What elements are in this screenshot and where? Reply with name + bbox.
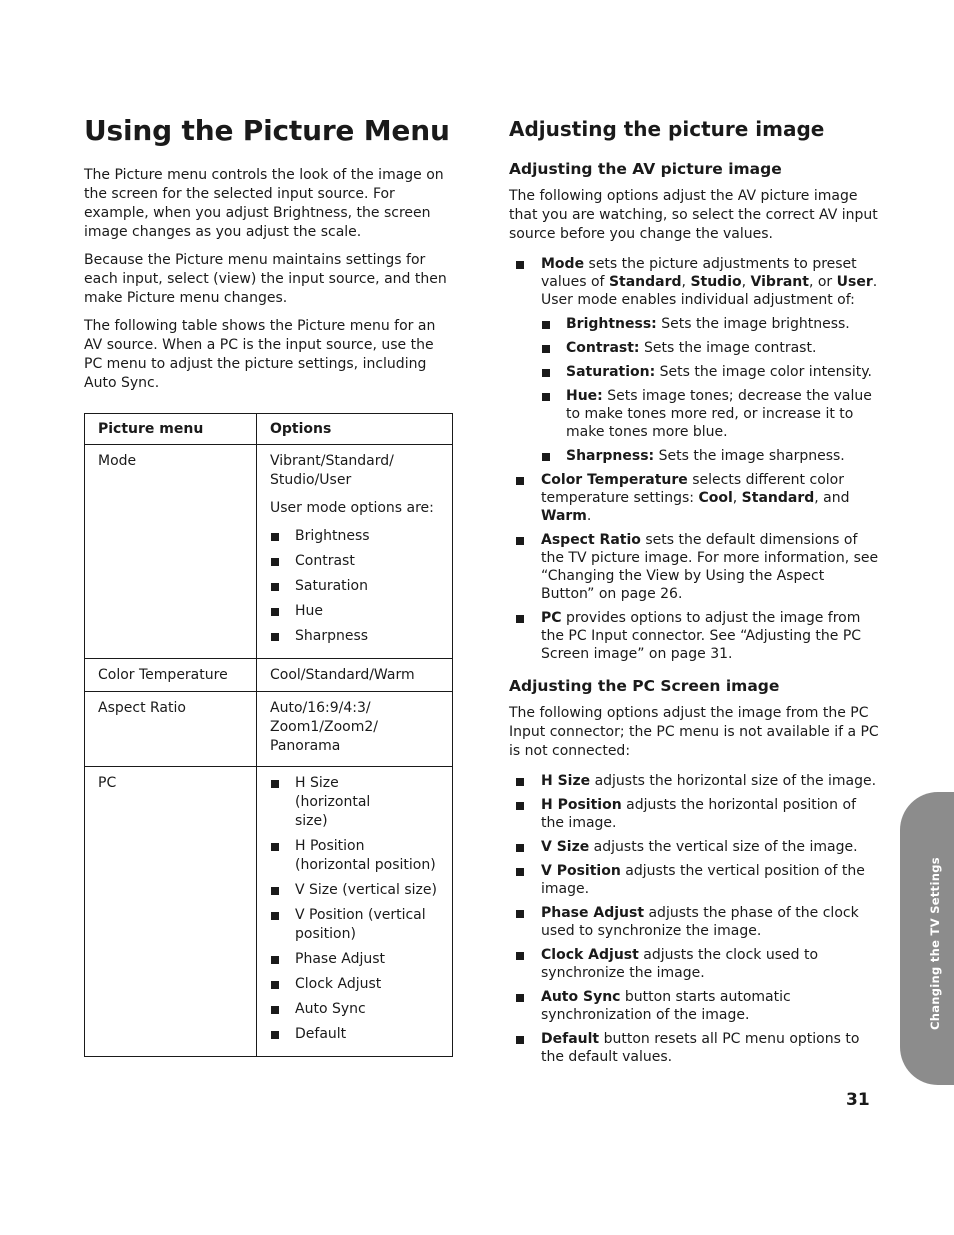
list-item: Brightness — [270, 527, 444, 546]
desc: button resets all PC menu options to the default values. — [541, 1031, 860, 1065]
list-item — [541, 387, 879, 441]
term: H Position — [541, 797, 622, 813]
header-options: Options — [257, 414, 453, 445]
list-item — [541, 339, 879, 357]
separator: , — [732, 490, 742, 506]
list-item: Sharpness — [270, 627, 444, 646]
list-item: H Size (horizontal size) — [270, 774, 405, 831]
term-color-temperature: Color Temperature — [541, 472, 688, 488]
table-row-pc — [85, 767, 453, 1057]
list-item — [509, 946, 879, 982]
pc-intro: The following options adjust the image from the PC Input connector; the PC menu is not available if a PC is not connected: — [509, 705, 879, 759]
desc: adjusts the phase of the clock used to synchronize the image. — [541, 905, 859, 939]
intro-paragraph-2: Because the Picture menu maintains settings for each input, select (view) the input source, and then make Picture menu changes. — [84, 252, 447, 306]
list-item — [541, 315, 879, 333]
picture-menu-table — [84, 413, 453, 1057]
list-item: Auto Sync — [270, 1000, 444, 1019]
list-item: Default — [270, 1025, 444, 1044]
mode-value-standard: Standard — [608, 274, 682, 290]
list-item — [509, 772, 879, 790]
desc: selects different color temperature settings: — [541, 472, 844, 506]
term-aspect-ratio: Aspect Ratio — [541, 532, 641, 548]
table-row-aspect-ratio — [85, 692, 453, 767]
desc: adjusts the clock used to synchronize the image. — [541, 947, 819, 981]
mode-user-list — [270, 527, 444, 646]
value-warm: Warm — [541, 508, 587, 524]
term: Sharpness: — [566, 448, 655, 464]
term: Phase Adjust — [541, 905, 645, 921]
page-title: Using the Picture Menu — [84, 114, 450, 147]
desc: adjusts the vertical position of the image. — [541, 863, 865, 897]
term: V Size — [541, 839, 590, 855]
period: . — [586, 508, 592, 524]
term-mode: Mode — [541, 256, 585, 272]
desc: Sets the image color intensity. — [655, 364, 872, 380]
table-row-mode — [85, 445, 453, 659]
value-cool: Cool — [698, 490, 733, 506]
left-column — [84, 112, 456, 1057]
list-item — [509, 904, 879, 940]
term: Brightness: — [566, 316, 657, 332]
term: Saturation: — [566, 364, 656, 380]
list-item-color-temperature — [509, 471, 879, 525]
mode-value-studio: Studio — [690, 274, 742, 290]
chapter-side-tab — [900, 792, 954, 1085]
list-item: Hue — [270, 602, 444, 621]
header-picture-menu: Picture menu — [85, 414, 257, 445]
list-item: Clock Adjust — [270, 975, 444, 994]
color-temp-label: Color Temperature — [85, 659, 257, 692]
term-pc: PC — [541, 610, 562, 626]
desc: Sets the image brightness. — [656, 316, 850, 332]
list-item — [509, 1030, 879, 1066]
pc-options — [257, 767, 453, 1057]
pc-subsection-title: Adjusting the PC Screen image — [509, 677, 780, 695]
mode-desc-1: sets the picture adjustments to preset values of — [541, 256, 857, 290]
pc-label: PC — [85, 767, 257, 1057]
mode-note: User mode options are: — [270, 500, 434, 516]
desc: sets the default dimensions of the TV picture image. For more information, see “Changing the View by Using the Aspect Button” on page 26. — [541, 532, 879, 602]
mode-options — [257, 445, 453, 659]
term: H Size — [541, 773, 591, 789]
mode-label: Mode — [85, 445, 257, 659]
term: Hue: — [566, 388, 603, 404]
mode-value-user: User — [836, 274, 873, 290]
av-intro: The following options adjust the AV picture image that you are watching, so select the correct AV input source before you change the values. — [509, 188, 878, 242]
term: Clock Adjust — [541, 947, 639, 963]
list-item: V Position (vertical position) — [270, 906, 435, 944]
pc-options-list — [509, 772, 879, 1066]
term: Contrast: — [566, 340, 640, 356]
aspect-value-text: Auto/16:9/4:3/ Zoom1/Zoom2/ Panorama — [270, 700, 378, 754]
list-item — [509, 988, 879, 1024]
table-row-color-temperature — [85, 659, 453, 692]
separator: , — [741, 274, 751, 290]
list-item: H Position (horizontal position) — [270, 837, 444, 875]
list-item — [509, 796, 879, 832]
list-item — [509, 838, 879, 856]
right-column — [509, 114, 879, 1072]
desc: Sets the image sharpness. — [654, 448, 845, 464]
aspect-value — [257, 692, 453, 767]
list-item-pc — [509, 609, 879, 663]
separator: , — [681, 274, 691, 290]
section-title: Adjusting the picture image — [509, 117, 825, 141]
intro-paragraph-1: The Picture menu controls the look of the image on the screen for the selected input source. For example, when you adjust Brightness, the screen image changes as you adjust the scale. — [84, 167, 444, 240]
list-item-aspect-ratio — [509, 531, 879, 603]
list-item: V Size (vertical size) — [270, 881, 444, 900]
list-item — [541, 447, 879, 465]
list-item-mode — [509, 255, 879, 465]
color-temp-value: Cool/Standard/Warm — [257, 659, 453, 692]
chapter-side-tab-label: Changing the TV Settings — [928, 857, 942, 1030]
term: Auto Sync — [541, 989, 621, 1005]
intro-paragraph-3: The following table shows the Picture menu for an AV source. When a PC is the input source, use the PC menu to adjust the picture settings, including Auto Sync. — [84, 318, 436, 391]
desc: Sets image tones; decrease the value to make tones more red, or increase it to make tones more blue. — [566, 388, 872, 440]
desc: adjusts the horizontal position of the image. — [541, 797, 856, 831]
list-item: Contrast — [270, 552, 444, 571]
desc: adjusts the horizontal size of the image. — [590, 773, 877, 789]
desc: Sets the image contrast. — [639, 340, 817, 356]
page-number: 31 — [846, 1090, 870, 1110]
av-options-list — [509, 255, 879, 663]
separator: , and — [814, 490, 850, 506]
term: V Position — [541, 863, 621, 879]
mode-desc-2: . User mode enables individual adjustment of: — [541, 274, 878, 308]
mode-sub-list — [541, 315, 879, 465]
pc-list — [270, 774, 444, 1044]
desc: adjusts the vertical size of the image. — [589, 839, 858, 855]
list-item: Phase Adjust — [270, 950, 444, 969]
av-subsection-title: Adjusting the AV picture image — [509, 160, 782, 178]
separator: , or — [808, 274, 837, 290]
value-standard: Standard — [741, 490, 815, 506]
mode-value-vibrant: Vibrant — [750, 274, 809, 290]
list-item — [509, 862, 879, 898]
mode-values: Vibrant/Standard/ Studio/User — [270, 453, 394, 488]
table-header-row — [85, 414, 453, 445]
aspect-label: Aspect Ratio — [85, 692, 257, 767]
list-item — [541, 363, 879, 381]
desc: button starts automatic synchronization of the image. — [541, 989, 791, 1023]
desc: provides options to adjust the image from the PC Input connector. See “Adjusting the PC Screen image” on page 31. — [541, 610, 862, 662]
term: Default — [541, 1031, 600, 1047]
list-item: Saturation — [270, 577, 444, 596]
